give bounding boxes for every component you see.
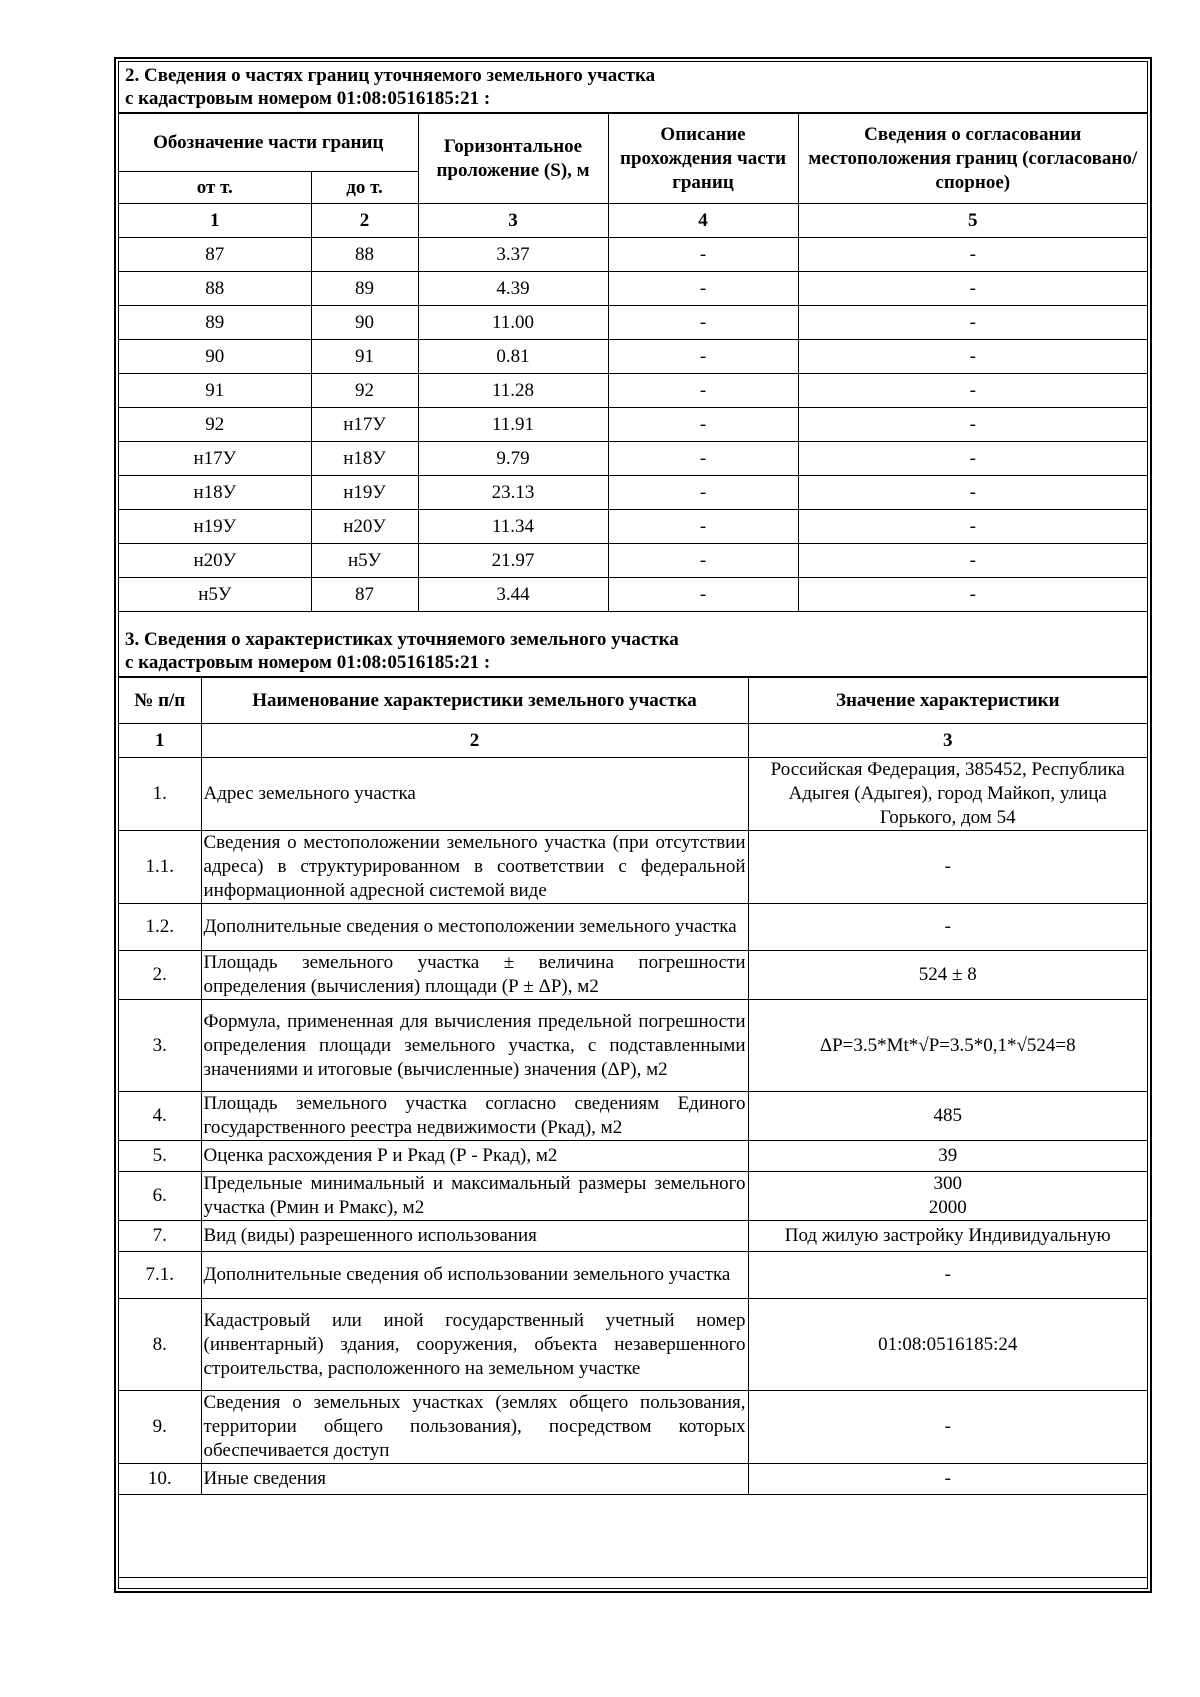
agreement-cell: - <box>798 238 1147 272</box>
characteristic-row <box>119 758 1147 831</box>
bottom-rule <box>119 1577 1147 1578</box>
point-from: н17У <box>119 442 311 476</box>
point-to: н19У <box>311 476 418 510</box>
agreement-cell: - <box>798 510 1147 544</box>
characteristic-row <box>119 1464 1147 1495</box>
point-to: 90 <box>311 306 418 340</box>
characteristic-name: Площадь земельного участка согласно сведениям Единого государственного реестра недвижимости (Ркад), м2 <box>201 1092 748 1141</box>
characteristic-row <box>119 1252 1147 1299</box>
column-number: 2 <box>311 204 418 238</box>
point-to: н20У <box>311 510 418 544</box>
point-from: н18У <box>119 476 311 510</box>
row-number: 7. <box>119 1221 201 1252</box>
description-cell: - <box>608 306 798 340</box>
section3-title-line2: с кадастровым номером 01:08:0516185:21 : <box>125 652 491 673</box>
boundary-row <box>119 476 1147 510</box>
characteristic-name: Дополнительные сведения об использовании земельного участка <box>201 1252 748 1299</box>
row-number: 6. <box>119 1172 201 1221</box>
description-cell: - <box>608 374 798 408</box>
characteristic-name: Дополнительные сведения о местоположении земельного участка <box>201 904 748 951</box>
characteristic-row <box>119 1141 1147 1172</box>
column-number: 1 <box>119 204 311 238</box>
section2-title-line2: с кадастровым номером 01:08:0516185:21 : <box>125 88 491 109</box>
description-cell: - <box>608 340 798 374</box>
characteristic-name: Сведения о местоположении земельного участка (при отсутствии адреса) в структурированном в соответствии с федеральной информационной адресной системой виде <box>201 831 748 904</box>
agreement-cell: - <box>798 306 1147 340</box>
agreement-cell: - <box>798 442 1147 476</box>
horizontal-length: 11.34 <box>418 510 608 544</box>
characteristic-name: Иные сведения <box>201 1464 748 1495</box>
horizontal-length: 0.81 <box>418 340 608 374</box>
column-number: 1 <box>119 724 201 758</box>
row-number: 1.1. <box>119 831 201 904</box>
section3-title-line1: 3. Сведения о характеристиках уточняемого земельного участка <box>125 629 679 650</box>
characteristic-value: - <box>748 904 1147 951</box>
description-cell: - <box>608 544 798 578</box>
characteristic-value: 485 <box>748 1092 1147 1141</box>
boundary-row <box>119 272 1147 306</box>
characteristic-name: Формула, примененная для вычисления предельной погрешности определения площади земельного участка, с подставленными значениями и итоговые (вычисленные) значения (ΔР), м2 <box>201 1000 748 1092</box>
point-from: 91 <box>119 374 311 408</box>
characteristic-row <box>119 1299 1147 1391</box>
characteristic-name: Оценка расхождения Р и Ркад (Р - Ркад), м2 <box>201 1141 748 1172</box>
row-number: 1.2. <box>119 904 201 951</box>
characteristic-row <box>119 951 1147 1000</box>
header-to-point: до т. <box>311 172 418 204</box>
header-value: Значение характеристики <box>748 678 1147 724</box>
row-number: 4. <box>119 1092 201 1141</box>
column-number: 3 <box>748 724 1147 758</box>
header-part-designation: Обозначение части границ <box>119 114 418 172</box>
boundary-row <box>119 510 1147 544</box>
header-num: № п/п <box>119 678 201 724</box>
document-inner-frame <box>118 61 1148 1589</box>
horizontal-length: 11.28 <box>418 374 608 408</box>
point-to: 88 <box>311 238 418 272</box>
characteristic-value: - <box>748 1391 1147 1464</box>
characteristic-name: Площадь земельного участка ± величина погрешности определения (вычисления) площади (Р ± ΔР), м2 <box>201 951 748 1000</box>
description-cell: - <box>608 578 798 612</box>
horizontal-length: 21.97 <box>418 544 608 578</box>
description-cell: - <box>608 510 798 544</box>
boundary-row <box>119 442 1147 476</box>
row-number: 8. <box>119 1299 201 1391</box>
point-to: н5У <box>311 544 418 578</box>
characteristic-name: Вид (виды) разрешенного использования <box>201 1221 748 1252</box>
column-number-row <box>119 204 1147 238</box>
column-number-row <box>119 724 1147 758</box>
characteristic-name: Адрес земельного участка <box>201 758 748 831</box>
horizontal-length: 9.79 <box>418 442 608 476</box>
characteristic-value: 524 ± 8 <box>748 951 1147 1000</box>
description-cell: - <box>608 476 798 510</box>
horizontal-length: 4.39 <box>418 272 608 306</box>
section3-title <box>119 612 1147 677</box>
row-number: 5. <box>119 1141 201 1172</box>
header-from-point: от т. <box>119 172 311 204</box>
horizontal-length: 3.37 <box>418 238 608 272</box>
horizontal-length: 11.91 <box>418 408 608 442</box>
characteristic-row <box>119 904 1147 951</box>
characteristic-row <box>119 831 1147 904</box>
characteristic-value: - <box>748 1252 1147 1299</box>
characteristic-row <box>119 1000 1147 1092</box>
row-number: 7.1. <box>119 1252 201 1299</box>
characteristic-value: Под жилую застройку Индивидуальную <box>748 1221 1147 1252</box>
boundary-row <box>119 544 1147 578</box>
characteristic-name: Сведения о земельных участках (землях общего пользования, территории общего пользования), посредством которых обеспечивается доступ <box>201 1391 748 1464</box>
point-to: н18У <box>311 442 418 476</box>
horizontal-length: 11.00 <box>418 306 608 340</box>
point-to: 89 <box>311 272 418 306</box>
row-number: 2. <box>119 951 201 1000</box>
header-horizontal-length: Горизонтальное проложение (S), м <box>418 114 608 204</box>
characteristic-value: - <box>748 831 1147 904</box>
boundary-row <box>119 374 1147 408</box>
agreement-cell: - <box>798 408 1147 442</box>
boundary-parts-table <box>119 113 1147 612</box>
point-to: 92 <box>311 374 418 408</box>
row-number: 3. <box>119 1000 201 1092</box>
point-from: 89 <box>119 306 311 340</box>
row-number: 10. <box>119 1464 201 1495</box>
agreement-cell: - <box>798 544 1147 578</box>
characteristic-value: 39 <box>748 1141 1147 1172</box>
point-from: н19У <box>119 510 311 544</box>
agreement-cell: - <box>798 476 1147 510</box>
header-name: Наименование характеристики земельного участка <box>201 678 748 724</box>
point-to: н17У <box>311 408 418 442</box>
boundary-row <box>119 578 1147 612</box>
description-cell: - <box>608 238 798 272</box>
section2-title-line1: 2. Сведения о частях границ уточняемого земельного участка <box>125 65 656 86</box>
characteristic-value: ΔР=3.5*Mt*√Р=3.5*0,1*√524=8 <box>748 1000 1147 1092</box>
point-from: 88 <box>119 272 311 306</box>
description-cell: - <box>608 442 798 476</box>
point-from: 92 <box>119 408 311 442</box>
characteristic-row <box>119 1221 1147 1252</box>
horizontal-length: 23.13 <box>418 476 608 510</box>
row-number: 1. <box>119 758 201 831</box>
column-number: 5 <box>798 204 1147 238</box>
agreement-cell: - <box>798 272 1147 306</box>
characteristic-row <box>119 1172 1147 1221</box>
boundary-row <box>119 340 1147 374</box>
value-max: 2000 <box>928 1197 967 1218</box>
description-cell: - <box>608 408 798 442</box>
boundary-row <box>119 408 1147 442</box>
agreement-cell: - <box>798 340 1147 374</box>
boundary-row <box>119 306 1147 340</box>
column-number: 3 <box>418 204 608 238</box>
agreement-cell: - <box>798 374 1147 408</box>
characteristic-name: Кадастровый или иной государственный учетный номер (инвентарный) здания, сооружения, объекта незавершенного строительства, расположенного на земельном участке <box>201 1299 748 1391</box>
row-number: 9. <box>119 1391 201 1464</box>
point-from: 90 <box>119 340 311 374</box>
header-agreement: Сведения о согласовании местоположения границ (согласовано/спорное) <box>798 114 1147 204</box>
characteristic-value <box>748 1172 1147 1221</box>
characteristic-name: Предельные минимальный и максимальный размеры земельного участка (Рмин и Рмакс), м2 <box>201 1172 748 1221</box>
section2-title <box>119 62 1147 113</box>
characteristic-row <box>119 1092 1147 1141</box>
document-frame <box>114 57 1152 1593</box>
column-number: 2 <box>201 724 748 758</box>
value-min: 300 <box>933 1173 962 1194</box>
boundary-row <box>119 238 1147 272</box>
agreement-cell: - <box>798 578 1147 612</box>
point-from: н5У <box>119 578 311 612</box>
characteristic-value: 01:08:0516185:24 <box>748 1299 1147 1391</box>
horizontal-length: 3.44 <box>418 578 608 612</box>
characteristics-table <box>119 677 1147 1495</box>
point-from: 87 <box>119 238 311 272</box>
characteristic-value: - <box>748 1464 1147 1495</box>
point-to: 87 <box>311 578 418 612</box>
description-cell: - <box>608 272 798 306</box>
point-from: н20У <box>119 544 311 578</box>
point-to: 91 <box>311 340 418 374</box>
characteristic-row <box>119 1391 1147 1464</box>
header-description: Описание прохождения части границ <box>608 114 798 204</box>
characteristic-value: Российская Федерация, 385452, Республика Адыгея (Адыгея), город Майкоп, улица Горького, дом 54 <box>748 758 1147 831</box>
column-number: 4 <box>608 204 798 238</box>
